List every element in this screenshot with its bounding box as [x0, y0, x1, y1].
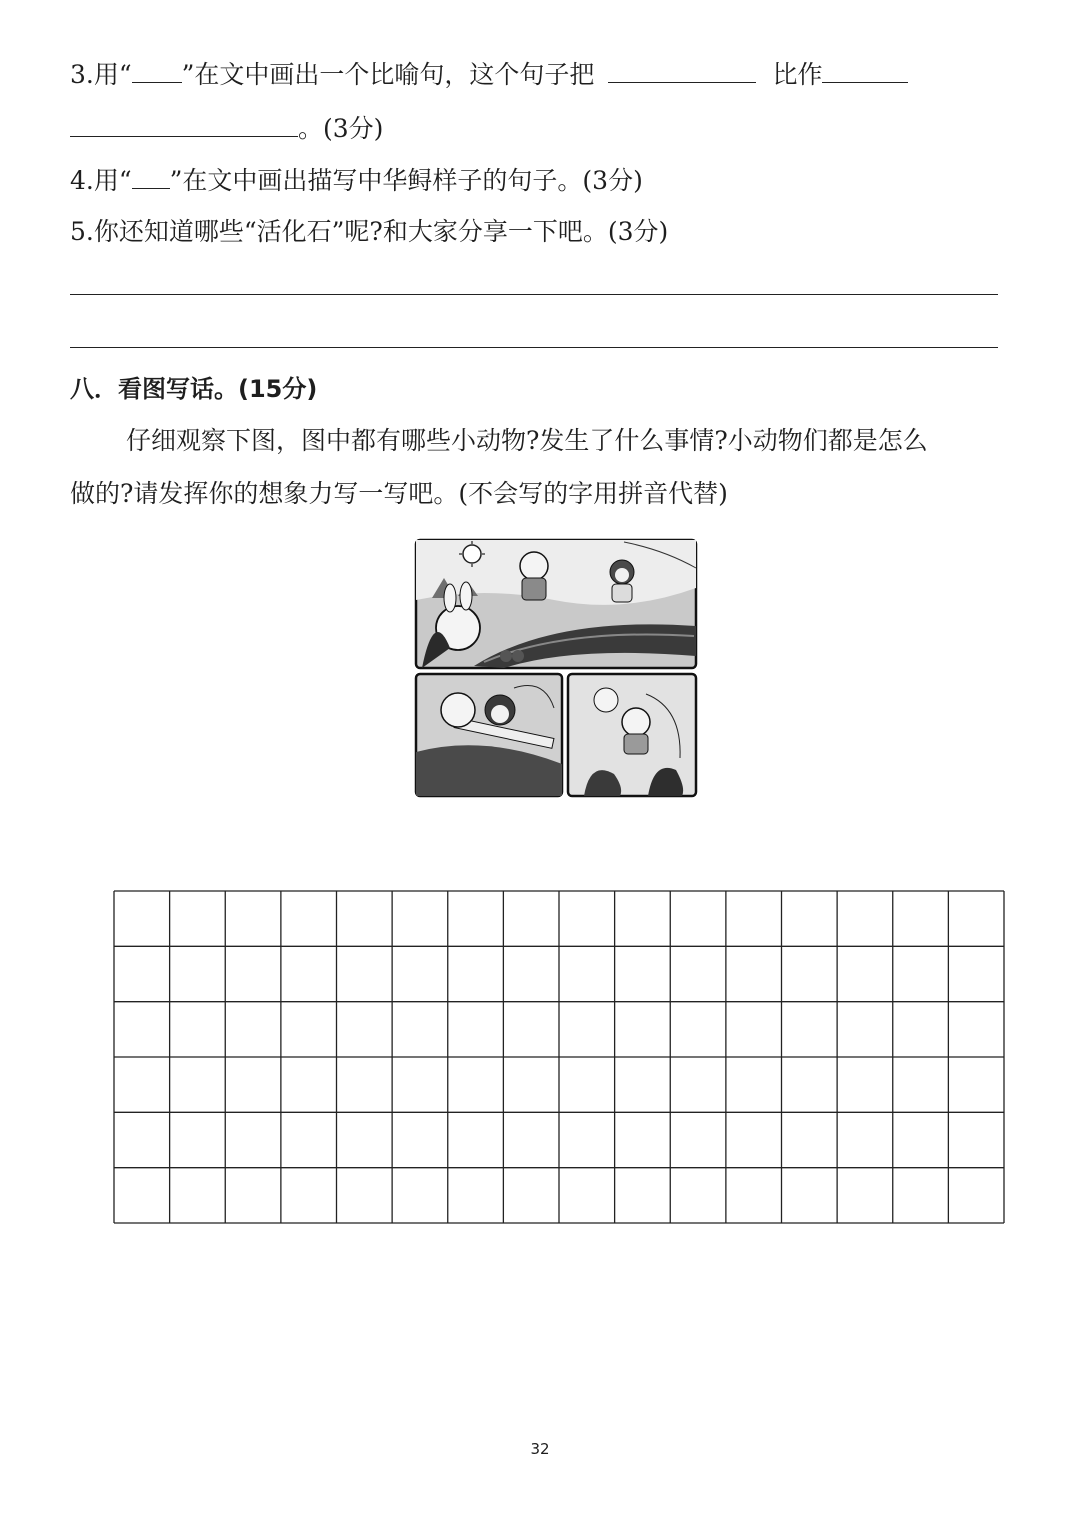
sun-icon: [463, 545, 481, 563]
question-4: [70, 164, 643, 198]
q3-answer-blank-1[interactable]: [608, 60, 756, 83]
section-8-prompt-line-2: 做的?请发挥你的想象力写一写吧。(不会写的字用拼音代替): [70, 479, 728, 508]
q3-score: 。(3分): [298, 114, 384, 143]
writing-grid[interactable]: [113, 890, 1005, 1224]
q3-text: ”在文中画出一个比喻句，这个句子把: [181, 60, 595, 89]
comic-panel-1: [416, 540, 696, 668]
q3-compare-word: 比作: [772, 60, 823, 89]
comic-panel-3: [568, 674, 696, 796]
comic-picture: [414, 538, 698, 798]
q4-mark-sample-line: [132, 166, 170, 189]
q3-answer-blank-3[interactable]: [70, 114, 298, 137]
q3-mark-sample-line: [132, 60, 182, 83]
comic-panel-2: [416, 674, 562, 796]
q5-text: 5.你还知道哪些“活化石”呢?和大家分享一下吧。(3分): [70, 217, 669, 246]
q5-answer-line-1[interactable]: [70, 294, 998, 295]
pig-character: [520, 552, 548, 580]
question-3-line-2: [70, 112, 383, 146]
q3-answer-blank-2[interactable]: [822, 60, 908, 83]
section-8-prompt-line-1: 仔细观察下图，图中都有哪些小动物?发生了什么事情?小动物们都是怎么: [126, 426, 928, 455]
q5-answer-line-2[interactable]: [70, 347, 998, 348]
q3-prefix: 3.用“: [70, 60, 132, 89]
q4-text: ”在文中画出描写中华鲟样子的句子。(3分): [169, 166, 643, 195]
q4-prefix: 4.用“: [70, 166, 132, 195]
question-5: [70, 215, 668, 249]
section-8-heading: 八．看图写话。(15分): [70, 375, 318, 403]
page-number: 32: [530, 1440, 550, 1458]
question-3-line-1: [70, 58, 908, 92]
